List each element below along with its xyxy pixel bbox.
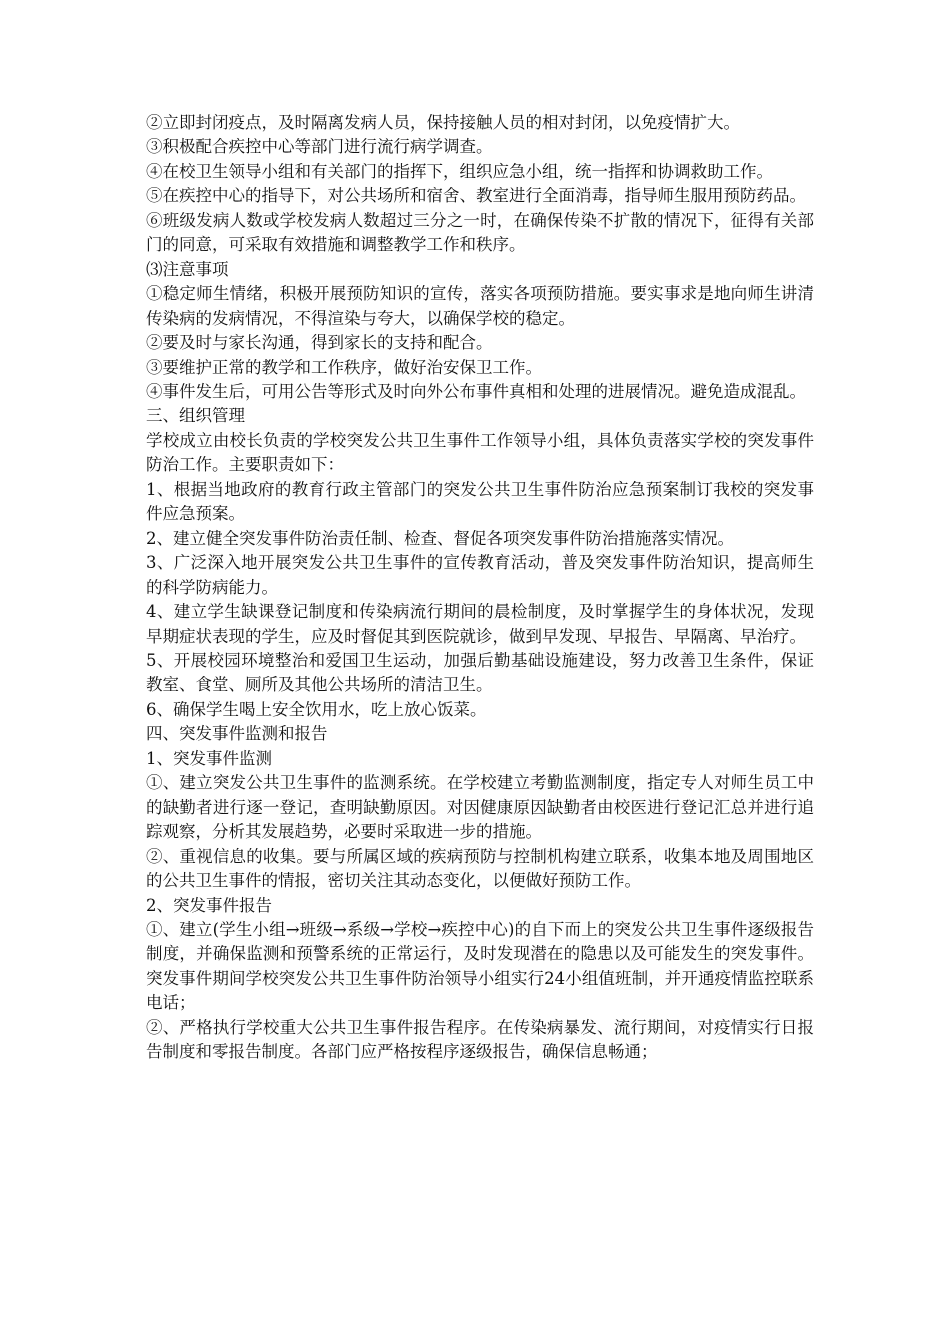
paragraph-18: 6、确保学生喝上安全饮用水，吃上放心饭菜。 [146, 699, 487, 719]
subsection-heading-monitoring: 1、突发事件监测 [146, 748, 272, 768]
paragraph-10: ④事件发生后，可用公告等形式及时向外公布事件真相和处理的进展情况。避免造成混乱。 [146, 381, 806, 401]
paragraph-22: ②、重视信息的收集。要与所属区域的疾病预防与控制机构建立联系，收集本地及周围地区的公共卫生事件的情报，密切关注其动态变化，以便做好预防工作。 [146, 846, 814, 891]
paragraph-16: 4、建立学生缺课登记制度和传染病流行期间的晨检制度，及时掌握学生的身体状况，发现早期症状表现的学生，应及时督促其到医院就诊，做到早发现、早报告、早隔离、早治疗。 [146, 602, 814, 646]
paragraph-21: ①、建立突发公共卫生事件的监测系统。在学校建立考勤监测制度，指定专人对师生员工中的缺勤者进行逐一登记，查明缺勤原因。对因健康原因缺勤者由校医进行登记汇总并进行追踪观察，分析其发展趋势，必要时采取进一步的措施。 [146, 773, 814, 842]
paragraph-14: 2、建立健全突发事件防治责任制、检查、督促各项突发事件防治措施落实情况。 [146, 528, 734, 548]
section-heading-notes: ⑶注意事项 [146, 259, 229, 279]
paragraph-25: ②、严格执行学校重大公共卫生事件报告程序。在传染病暴发、流行期间，对疫情实行日报告制度和零报告制度。各部门应严格按程序逐级报告，确保信息畅通； [146, 1017, 814, 1062]
paragraph-24: ①、建立(学生小组→班级→系级→学校→疾控中心)的自下而上的突发公共卫生事件逐级报告制度，并确保监测和预警系统的正常运行，及时发现潜在的隐患以及可能发生的突发事件。突发事件期间学校突发公共卫生事件防治领导小组实行24小组值班制，并开通疫情监控联系电话； [146, 919, 814, 1013]
paragraph-13: 1、根据当地政府的教育行政主管部门的突发公共卫生事件防治应急预案制订我校的突发事件应急预案。 [146, 479, 814, 524]
section-heading-monitoring: 四、突发事件监测和报告 [146, 724, 328, 744]
document-body [146, 111, 814, 1065]
paragraph-4: ⑤在疾控中心的指导下，对公共场所和宿舍、教室进行全面消毒，指导师生服用预防药品。 [146, 186, 806, 206]
paragraph-3: ④在校卫生领导小组和有关部门的指挥下，组织应急小组，统一指挥和协调救助工作。 [146, 161, 773, 181]
paragraph-8: ②要及时与家长沟通，得到家长的支持和配合。 [146, 333, 493, 353]
paragraph-2: ③积极配合疾控中心等部门进行流行病学调查。 [146, 137, 493, 157]
paragraph-12: 学校成立由校长负责的学校突发公共卫生事件工作领导小组，具体负责落实学校的突发事件防治工作。主要职责如下： [146, 430, 814, 475]
paragraph-1: ②立即封闭疫点，及时隔离发病人员，保持接触人员的相对封闭，以免疫情扩大。 [146, 113, 740, 132]
paragraph-17: 5、开展校园环境整治和爱国卫生运动，加强后勤基础设施建设，努力改善卫生条件，保证教室、食堂、厕所及其他公共场所的清洁卫生。 [146, 650, 814, 695]
section-heading-organization: 三、组织管理 [146, 406, 245, 426]
paragraph-15: 3、广泛深入地开展突发公共卫生事件的宣传教育活动，普及突发事件防治知识，提高师生的科学防病能力。 [146, 553, 814, 597]
paragraph-5: ⑥班级发病人数或学校发病人数超过三分之一时，在确保传染不扩散的情况下，征得有关部门的同意，可采取有效措施和调整教学工作和秩序。 [146, 210, 814, 255]
subsection-heading-reporting: 2、突发事件报告 [146, 895, 272, 915]
paragraph-7: ①稳定师生情绪，积极开展预防知识的宣传，落实各项预防措施。要实事求是地向师生讲清传染病的发病情况，不得渲染与夸大，以确保学校的稳定。 [146, 284, 814, 328]
paragraph-9: ③要维护正常的教学和工作秩序，做好治安保卫工作。 [146, 357, 542, 377]
